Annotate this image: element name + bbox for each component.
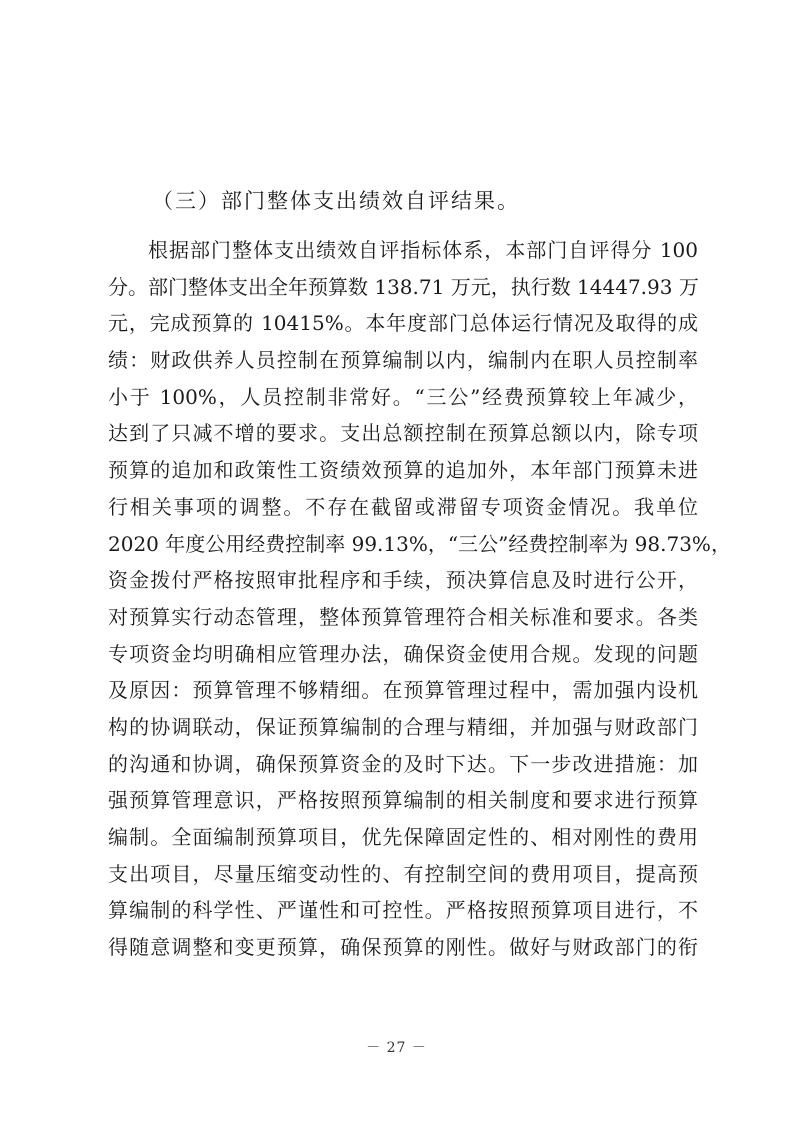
paragraph-line: 资金拨付严格按照审批程序和手续，预决算信息及时进行公开， xyxy=(108,568,698,593)
paragraph-line: 对预算实行动态管理，整体预算管理符合相关标准和要求。各类 xyxy=(108,604,698,629)
section-heading: （三）部门整体支出绩效自评结果。 xyxy=(152,189,520,213)
paragraph-line: 小于 100%，人员控制非常好。“三公”经费预算较上年减少， xyxy=(108,384,698,409)
body-paragraph xyxy=(108,232,731,966)
paragraph-line: 元，完成预算的 10415%。本年度部门总体运行情况及取得的成 xyxy=(108,311,698,336)
paragraph-line: 预算的追加和政策性工资绩效预算的追加外，本年部门预算未进 xyxy=(108,458,698,483)
paragraph-line: 行相关事项的调整。不存在截留或滞留专项资金情况。我单位 xyxy=(108,494,698,519)
paragraph-line: 算编制的科学性、严谨性和可控性。严格按照预算项目进行，不 xyxy=(108,898,698,923)
paragraph-line: 强预算管理意识，严格按照预算编制的相关制度和要求进行预算 xyxy=(108,788,698,813)
paragraph-line: 编制。全面编制预算项目，优先保障固定性的、相对刚性的费用 xyxy=(108,825,698,849)
paragraph-line: 专项资金均明确相应管理办法，确保资金使用合规。发现的问题 xyxy=(108,641,698,666)
paragraph-line: 及原因：预算管理不够精细。在预算管理过程中，需加强内设机 xyxy=(108,678,698,703)
paragraph-line: 达到了只减不增的要求。支出总额控制在预算总额以内，除专项 xyxy=(108,421,698,446)
paragraph-line: 根据部门整体支出绩效自评指标体系，本部门自评得分 100 xyxy=(148,238,698,262)
page-number: － 27 － xyxy=(366,1040,427,1056)
paragraph-line: 得随意调整和变更预算，确保预算的刚性。做好与财政部门的衔 xyxy=(108,935,698,960)
paragraph-line: 支出项目，尽量压缩变动性的、有控制空间的费用项目，提高预 xyxy=(108,861,698,886)
paragraph-line: 2020 年度公用经费控制率 99.13%，“三公”经费控制率为 98.73%， xyxy=(108,531,731,556)
paragraph-line: 构的协调联动，保证预算编制的合理与精细，并加强与财政部门 xyxy=(108,714,698,739)
paragraph-line: 分。部门整体支出全年预算数 138.71 万元，执行数 14447.93 万 xyxy=(108,274,699,299)
paragraph-line: 绩：财政供养人员控制在预算编制以内，编制内在职人员控制率 xyxy=(108,348,698,373)
paragraph-line: 的沟通和协调，确保预算资金的及时下达。下一步改进措施：加 xyxy=(108,751,698,776)
